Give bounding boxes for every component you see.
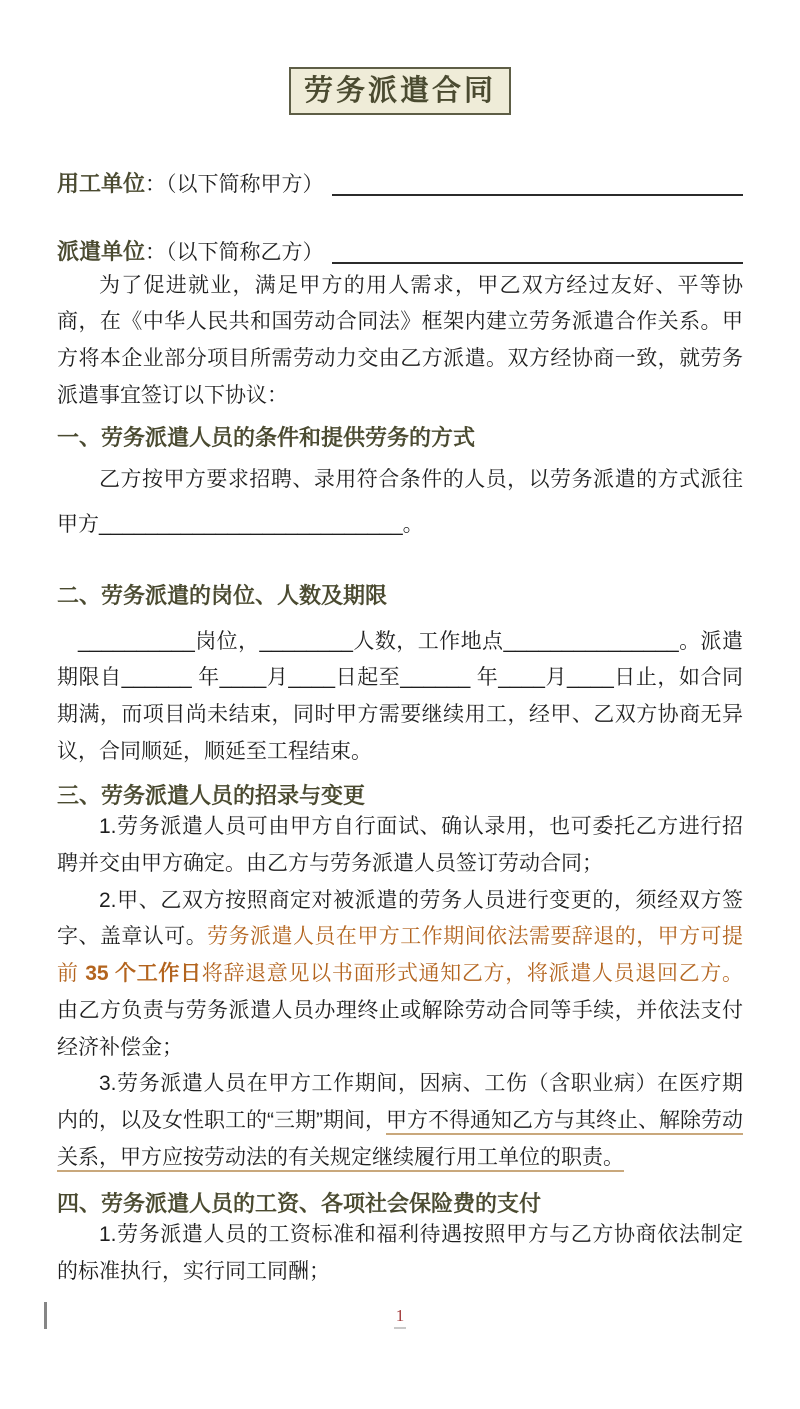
agency-line [57,237,743,268]
section4-item1: 1.劳务派遣人员的工资标准和福利待遇按照甲方与乙方协商依法制定的标准执行，实行同工同酬； [57,1222,743,1283]
section3-item3-underlined-text: 甲方不得通知乙方与其终止、解除劳动关系，甲方应按劳动法的有关规定继续履行用工单位的职责。 [57,1109,743,1172]
employer-line [57,169,743,200]
section1-paragraph [57,457,743,547]
section3-item1: 1.劳务派遣人员可由甲方自行面试、确认录用，也可委托乙方进行招聘并交由甲方确定。由乙方与劳务派遣人员签订劳动合同； [57,815,743,875]
agency-blank-field [332,237,743,264]
section2-heading: 二、劳务派遣的岗位、人数及期限 [57,583,388,609]
section3-item2-highlight-text-2: 将辞退意见以书面形式通知乙方，将派遣人员退回乙方。 [201,962,743,986]
section2-paragraph: __________岗位，________人数，工作地点_______________。派遣期限自______ 年____月____日起至______ 年____月____日止，如合同期满，而项目尚未结束，同时甲方需要继续用工，经甲、乙双方协商无异议，合同顺延，顺延至工程结束。 [57,629,743,763]
page-number: 1 [394,1306,407,1329]
employer-note: ：（以下简称甲方） [145,173,324,196]
section1-period: 。 [402,513,424,537]
employer-label: 用工单位 [57,171,146,196]
preamble-paragraph: 为了促进就业，满足甲方的用人需求，甲乙双方经过友好、平等协商，在《中华人民共和国劳动合同法》框架内建立劳务派遣合作关系。甲方将本企业部分项目所需劳动力交由乙方派遣。双方经协商一致，就劳务派遣事宜签订以下协议： [57,273,743,407]
section3-item2 [57,883,743,1067]
section3-heading: 三、劳务派遣人员的招录与变更 [57,782,366,808]
section1-text: 乙方按甲方要求招聘、录用符合条件的人员，以劳务派遣的方式派往甲方 [57,467,743,537]
section3-item3-text: 3.劳务派遣人员在甲方工作期间，因病、工伤（含职业病）在医疗期内的，以及女性职工的“三期”期间， [57,1072,743,1133]
section3-item2-text: 2.甲、乙双方按照商定对被派遣的劳务人员进行变更的，须经双方签字、盖章认可。 [57,888,743,949]
agency-note: ：（以下简称乙方） [145,240,324,264]
section1-blank-field: __________________________ [99,513,403,537]
text-cursor [44,1302,47,1329]
employer-blank-field [332,169,743,196]
section1-heading: 一、劳务派遣人员的条件和提供劳务的方式 [57,424,476,450]
agency-label: 派遣单位 [57,238,146,264]
section3-item2-highlight-text: 劳务派遣人员在甲方工作期间依法需要辞退的，甲方可提前 [57,925,744,986]
document-title: 劳务派遣合同 [289,67,511,115]
section3-item2-text-2: 由乙方负责与劳务派遣人员办理终止或解除劳动合同等手续，并依法支付经济补偿金； [57,998,743,1059]
section3-item3 [57,1066,743,1176]
section4-heading: 四、劳务派遣人员的工资、各项社会保险费的支付 [57,1190,542,1216]
section3-item2-notice-days: 35 个工作日 [85,962,202,986]
title-row [57,67,743,115]
footer [0,1306,800,1329]
